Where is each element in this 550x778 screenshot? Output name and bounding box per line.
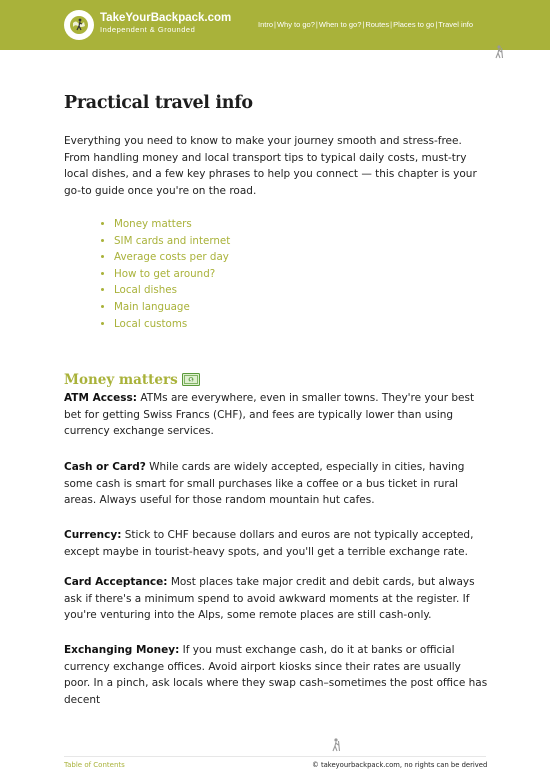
money-icon xyxy=(182,373,200,386)
nav-why-to-go[interactable]: Why to go? xyxy=(276,20,315,29)
page-title: Practical travel info xyxy=(64,93,253,113)
hiker-icon xyxy=(493,45,505,59)
toc-link-local-customs[interactable]: Local customs xyxy=(114,317,188,330)
paragraph-text: Most places take major credit and debit cards, but always ask if there's a minimum spend to avoid awkward moments at the register. If you're venturing into the Alps, some remote places are still cash-only. xyxy=(64,576,475,621)
paragraph-cash-or-card xyxy=(64,459,489,509)
paragraph-label: Currency: xyxy=(64,529,122,541)
footer-divider xyxy=(64,756,486,757)
toc-item xyxy=(114,233,230,250)
nav-separator: | xyxy=(315,20,318,29)
paragraph-text: While cards are widely accepted, especially in cities, having some cash is smart for small purchases like a coffee or a bus ticket in rural areas. Always useful for those random mountain hut cafes. xyxy=(64,461,465,506)
paragraph-label: Cash or Card? xyxy=(64,461,146,473)
paragraph-label: Card Acceptance: xyxy=(64,576,168,588)
nav-separator: | xyxy=(274,20,276,29)
section-title-text: Money matters xyxy=(64,372,178,388)
nav-separator: | xyxy=(435,20,438,29)
toc-link-main-language[interactable]: Main language xyxy=(114,300,190,313)
table-of-contents-link[interactable]: Table of Contents xyxy=(64,761,125,769)
intro-paragraph: Everything you need to know to make your journey smooth and stress-free. From handling money and local transport tips to typical daily costs, must-try local dishes, and a few key phrases to help you connect — this chapter is your go-to guide once you're on the road. xyxy=(64,135,477,197)
toc-item xyxy=(114,216,230,233)
nav-separator: | xyxy=(362,20,365,29)
logo[interactable] xyxy=(64,10,94,40)
nav-separator: | xyxy=(390,20,393,29)
paragraph-atm-access xyxy=(64,390,489,440)
toc-item xyxy=(114,266,230,283)
globe-hiker-icon xyxy=(69,15,89,35)
toc-link-average-costs[interactable]: Average costs per day xyxy=(114,251,229,264)
brand-tagline: Independent & Grounded xyxy=(100,25,196,34)
toc-item xyxy=(114,282,230,299)
section-title xyxy=(64,372,200,388)
paragraph-exchanging-money xyxy=(64,642,489,708)
paragraph-label: Exchanging Money: xyxy=(64,644,180,656)
paragraph-text: Stick to CHF because dollars and euros are not typically accepted, except maybe in tourist-heavy spots, and you'll get a terrible exchange rate. xyxy=(64,529,474,558)
toc-link-money-matters[interactable]: Money matters xyxy=(114,218,192,230)
nav-intro[interactable]: Intro xyxy=(258,20,274,29)
paragraph-currency xyxy=(64,527,489,560)
top-navigation xyxy=(258,20,473,29)
site-header xyxy=(0,0,550,50)
svg-text:$: $ xyxy=(188,377,193,384)
table-of-contents-list xyxy=(104,216,230,332)
paragraph-text: ATMs are everywhere, even in smaller towns. They're your best bet for getting Swiss Francs (CHF), and fees are typically lower than using currency exchange services. xyxy=(64,392,475,437)
toc-item xyxy=(114,316,230,333)
toc-link-sim-cards[interactable]: SIM cards and internet xyxy=(114,234,231,247)
toc-item xyxy=(114,299,230,316)
paragraph-label: ATM Access: xyxy=(64,392,137,404)
hiker-icon xyxy=(330,738,342,752)
copyright-notice: © takeyourbackpack.com, no rights can be derived xyxy=(312,761,488,769)
paragraph-card-acceptance xyxy=(64,574,489,624)
toc-link-local-dishes[interactable]: Local dishes xyxy=(114,284,177,297)
nav-routes[interactable]: Routes xyxy=(365,20,390,29)
toc-link-get-around[interactable]: How to get around? xyxy=(114,267,216,280)
nav-when-to-go[interactable]: When to go? xyxy=(318,20,362,29)
paragraph-text: If you must exchange cash, do it at banks or official currency exchange offices. Avoid airport kiosks since their rates are usually poor. In a pinch, ask locals where they swap cash–sometimes the post office has decent xyxy=(64,644,488,706)
brand-name[interactable]: TakeYourBackpack.com xyxy=(100,12,232,24)
nav-travel-info[interactable]: Travel info xyxy=(438,20,474,29)
toc-item xyxy=(114,249,230,266)
nav-places-to-go[interactable]: Places to go xyxy=(393,20,435,29)
